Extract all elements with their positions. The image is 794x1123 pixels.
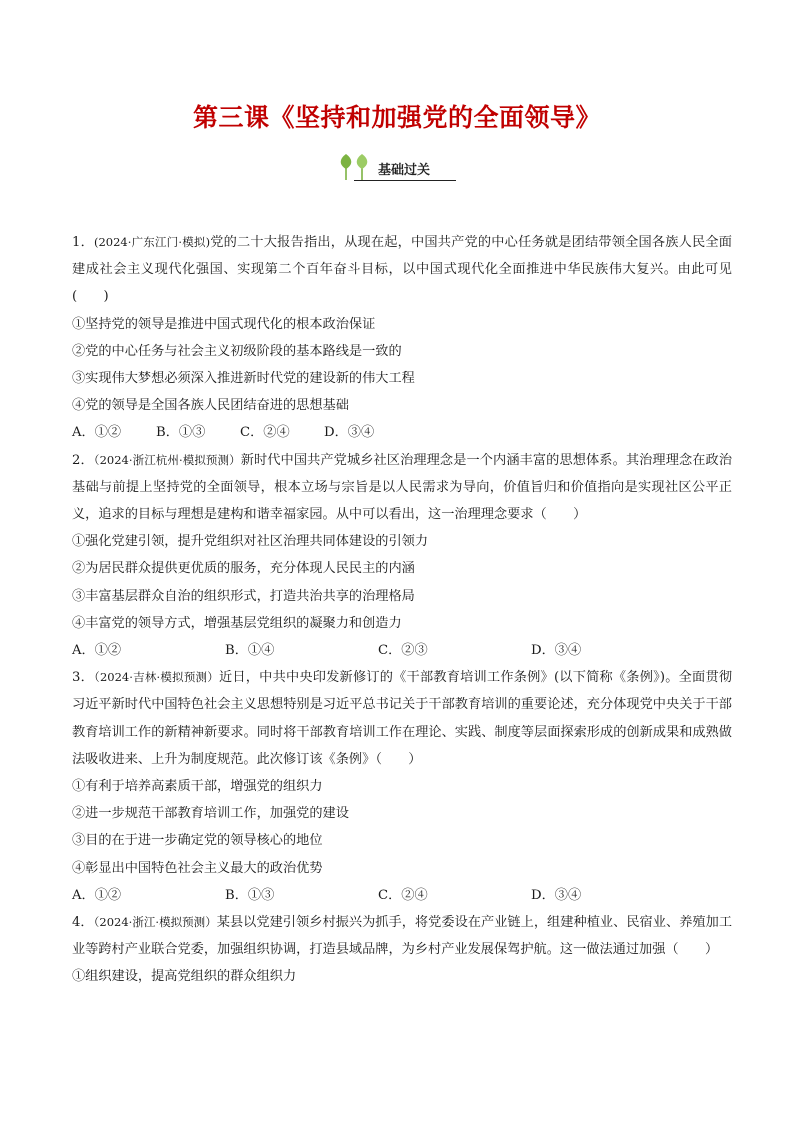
question-1-choices: [72, 419, 732, 446]
question-4-stem: 4．（2024·浙江·模拟预测）某县以党建引领乡村振兴为抓手，将党委设在产业链上，组建种植业、民宿业、养殖加工业等跨村产业联合党委，加强组织协调，打造县域品牌，为乡村产业发展保驾护航。这一做法通过加强（ ）: [72, 915, 733, 958]
choice-a[interactable]: A．①②: [72, 425, 122, 441]
question-3-stem: 3．（2024·吉林·模拟预测）近日，中共中央印发新修订的《干部教育培训工作条例》(以下简称《条例》)。全面贯彻习近平新时代中国特色社会主义思想特别是习近平总书记关于干部教育培训的重要论述，充分体现党中央关于干部教育培训工作的新精神新要求。同时将干部教育培训工作在理论、实践、制度等层面探索形成的创新成果和成熟做法吸收进来、上升为制度规范。此次修订该《条例》（ ）: [72, 670, 733, 767]
choice-a[interactable]: A．①②: [72, 643, 122, 659]
section-underline: [354, 180, 456, 181]
choice-b[interactable]: B．①③: [225, 887, 275, 903]
question-2-option-1: ①强化党建引领，提升党组织对社区治理共同体建设的引领力: [72, 534, 429, 550]
question-4-source: （2024·浙江·模拟预测）: [93, 915, 217, 930]
choice-a[interactable]: A．①②: [72, 887, 122, 903]
question-3-option-3: ③目的在于进一步确定党的领导核心的地位: [72, 833, 323, 849]
choice-c[interactable]: C．②④: [378, 887, 428, 903]
question-1-source: (2024·广东江门·模拟): [93, 235, 211, 249]
choice-b[interactable]: B．①③: [156, 425, 206, 441]
question-2-choices: [72, 637, 732, 664]
choice-c[interactable]: C．②③: [378, 643, 428, 659]
section-header: [336, 152, 458, 182]
section-label: 基础过关: [378, 163, 431, 178]
choice-d[interactable]: D．③④: [324, 425, 375, 441]
question-list: [72, 229, 732, 991]
question-3-option-4: ④彰显出中国特色社会主义最大的政治优势: [72, 860, 323, 876]
question-2-option-2: ②为居民群众提供更优质的服务，充分体现人民民主的内涵: [72, 561, 415, 577]
question-1-option-3: ③实现伟大梦想必须深入推进新时代党的建设新的伟大工程: [72, 371, 415, 387]
question-1-option-1: ①坚持党的领导是推进中国式现代化的根本政治保证: [72, 316, 376, 332]
question-4-option-1: ①组织建设，提高党组织的群众组织力: [72, 969, 297, 985]
question-1-option-2: ②党的中心任务与社会主义初级阶段的基本路线是一致的: [72, 343, 402, 359]
choice-d[interactable]: D．③④: [531, 643, 582, 659]
leaf-icon: [336, 152, 376, 182]
question-2-source: （2024·浙江杭州·模拟预测）: [93, 452, 241, 467]
choice-d[interactable]: D．③④: [531, 887, 582, 903]
question-2-stem: 2．（2024·浙江杭州·模拟预测）新时代中国共产党城乡社区治理理念是一个内涵丰富的思想体系。其治理理念在政治基础与前提上坚持党的全面领导，根本立场与宗旨是以人民需求为导向，价值旨归和价值指向是实现社区公平正义，追求的目标与理想是建构和谐幸福家园。从中可以看出，这一治理理念要求（ ）: [72, 452, 733, 523]
choice-c[interactable]: C．②④: [240, 425, 290, 441]
question-2-option-4: ④丰富党的领导方式，增强基层党组织的凝聚力和创造力: [72, 615, 402, 631]
question-3-option-2: ②进一步规范干部教育培训工作，加强党的建设: [72, 806, 349, 822]
choice-b[interactable]: B．①④: [225, 643, 275, 659]
question-3-option-1: ①有利于培养高素质干部，增强党的组织力: [72, 779, 323, 795]
question-1-stem: 1．(2024·广东江门·模拟)党的二十大报告指出，从现在起，中国共产党的中心任务就是团结带领全国各族人民全面建成社会主义现代化强国、实现第二个百年奋斗目标，以中国式现代化全面推进中华民族伟大复兴。由此可见( ): [72, 235, 732, 305]
question-3-choices: [72, 882, 732, 909]
page-title: 第三课《坚持和加强党的全面领导》: [192, 103, 601, 132]
question-2-option-3: ③丰富基层群众自治的组织形式，打造共治共享的治理格局: [72, 588, 415, 604]
question-1-option-4: ④党的领导是全国各族人民团结奋进的思想基础: [72, 398, 349, 414]
question-3-source: （2024·吉林·模拟预测）: [94, 670, 219, 685]
